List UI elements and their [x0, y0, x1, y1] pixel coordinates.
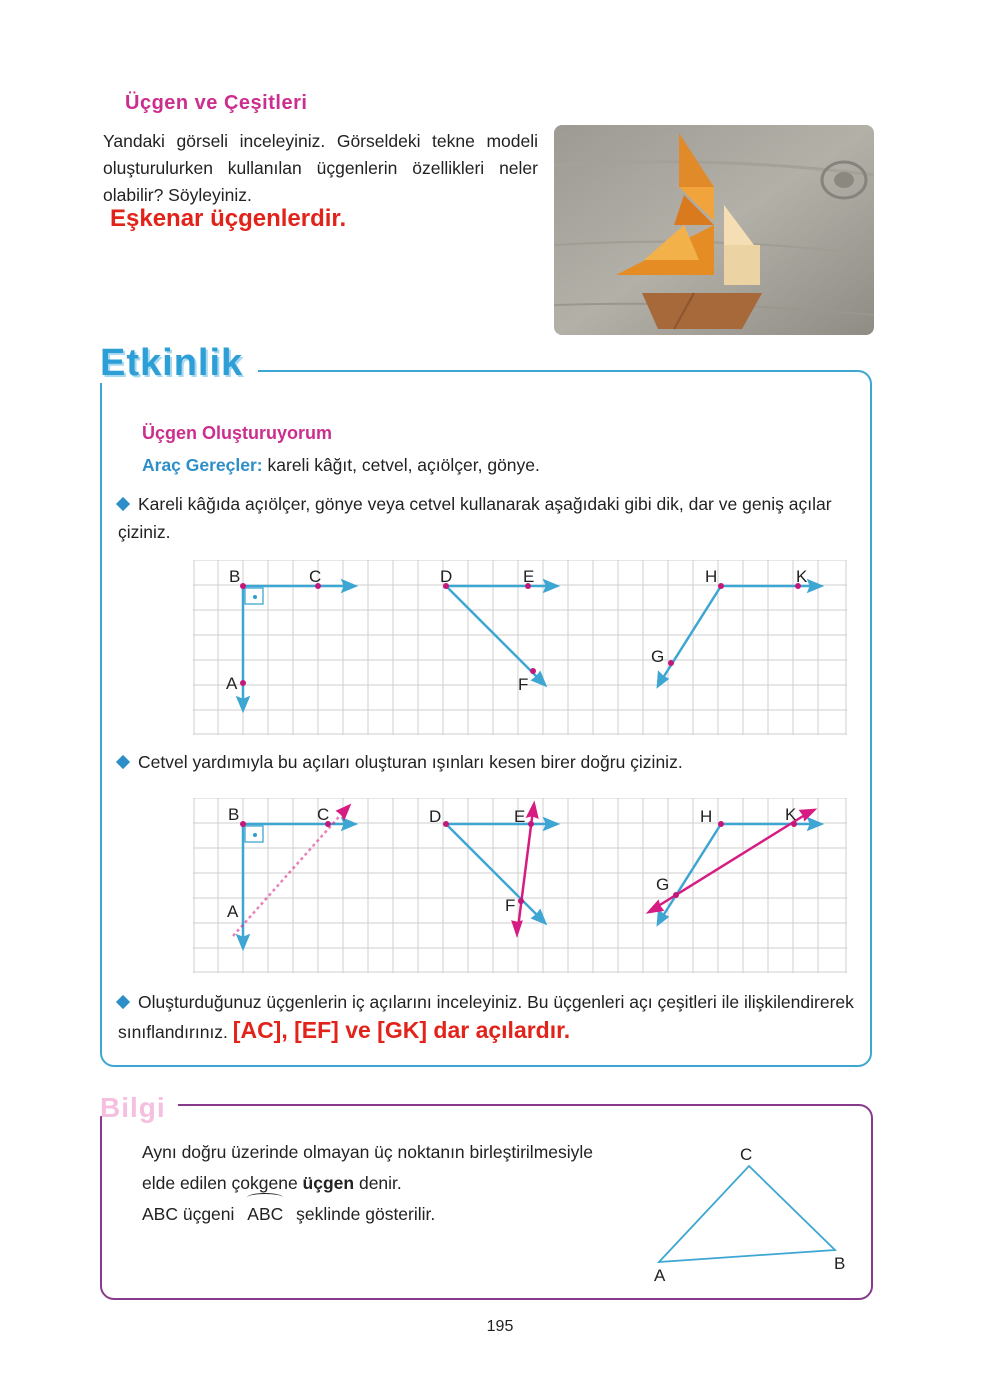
- point-b: [240, 583, 246, 589]
- bullet-diamond-icon: [116, 497, 130, 511]
- info-line-2-pre: ABC üçgeni: [142, 1204, 235, 1224]
- intro-paragraph: Yandaki görseli inceleyiniz. Görseldeki tekne modeli oluşturulurken kullanılan üçgenlerin özellikleri neler olabilir? Söyleyiniz.: [103, 131, 538, 205]
- label-f: F: [518, 675, 529, 694]
- triangle-notation: [247, 1199, 283, 1230]
- label-d: D: [440, 567, 453, 586]
- label-d: D: [429, 807, 442, 826]
- label-e: E: [514, 807, 526, 826]
- point-f: [518, 898, 524, 904]
- label-a: A: [227, 902, 239, 921]
- point-g: [673, 892, 679, 898]
- triangle-abc-diagram: [645, 1140, 860, 1290]
- section-title: Üçgen ve Çeşitleri: [125, 92, 308, 114]
- point-g: [668, 660, 674, 666]
- tools-list: kareli kâğıt, cetvel, açıölçer, gönye.: [267, 455, 540, 475]
- point-b: [240, 821, 246, 827]
- point-f: [530, 668, 536, 674]
- label-g: G: [656, 875, 670, 894]
- info-text: [117, 1137, 617, 1230]
- label-h: H: [700, 807, 713, 826]
- step-3-answer: [AC], [EF] ve [GK] dar açılardır.: [232, 1017, 571, 1043]
- step-1-text: Kareli kâğıda açıölçer, gönye veya cetvel kullanarak aşağıdaki gibi dik, dar ve geniş açılar çiziniz.: [118, 494, 832, 542]
- label-k: K: [785, 805, 797, 824]
- info-keyword: üçgen: [302, 1173, 355, 1193]
- label-e: E: [523, 567, 535, 586]
- step-2-text: Cetvel yardımıyla bu açıları oluşturan ışınları kesen birer doğru çiziniz.: [138, 752, 683, 772]
- bullet-diamond-icon: [116, 755, 130, 769]
- label-b: B: [228, 805, 240, 824]
- label-f: F: [505, 896, 516, 915]
- triangle-symbol-text: ABC: [247, 1204, 284, 1224]
- label-c: C: [317, 805, 330, 824]
- page-number: 195: [486, 1318, 514, 1335]
- label-c: C: [309, 567, 322, 586]
- activity-subtitle: Üçgen Oluşturuyorum: [142, 423, 333, 443]
- point-d: [443, 821, 449, 827]
- triangle-label-c: C: [740, 1145, 753, 1164]
- activity-title: Etkinlik: [100, 342, 244, 384]
- label-a: A: [226, 674, 238, 693]
- step-1: [118, 490, 863, 546]
- info-line-2: [117, 1199, 617, 1230]
- angles-grid: [193, 560, 847, 735]
- triangle-label-b: B: [834, 1254, 846, 1273]
- step-2: [118, 748, 863, 776]
- triangle-label-a: A: [654, 1266, 666, 1285]
- label-g: G: [651, 647, 665, 666]
- label-b: B: [229, 567, 241, 586]
- tools-label: Araç Gereçler:: [142, 455, 263, 475]
- info-line-1-pre: Aynı doğru üzerinde olmayan üç noktanın birleştirilmesiyle elde edilen çokgene: [142, 1142, 594, 1193]
- point-h: [718, 821, 724, 827]
- hat-mark-icon: [247, 1193, 283, 1202]
- info-line-2-post: şeklinde gösterilir.: [296, 1204, 436, 1224]
- info-title: Bilgi: [100, 1092, 166, 1123]
- bullet-diamond-icon: [116, 995, 130, 1009]
- info-line-1-post: denir.: [354, 1173, 402, 1193]
- point-h: [718, 583, 724, 589]
- label-h: H: [705, 567, 718, 586]
- step-3-text: Oluşturduğunuz üçgenlerin iç açılarını inceleyiniz. Bu üçgenleri açı çeşitleri ile ilişkilendirerek sınıflandırınız.: [118, 992, 854, 1042]
- tools-line: [142, 455, 540, 476]
- info-line-1: [117, 1137, 617, 1199]
- step-3: [118, 988, 863, 1046]
- right-angle-mark: [253, 833, 257, 837]
- right-angle-mark: [253, 595, 257, 599]
- point-a: [240, 680, 246, 686]
- label-k: K: [796, 567, 808, 586]
- intro-answer: Eşkenar üçgenlerdir.: [110, 205, 347, 232]
- tangram-boat-image: [554, 125, 874, 335]
- triangles-grid: [193, 798, 847, 973]
- point-e: [528, 821, 534, 827]
